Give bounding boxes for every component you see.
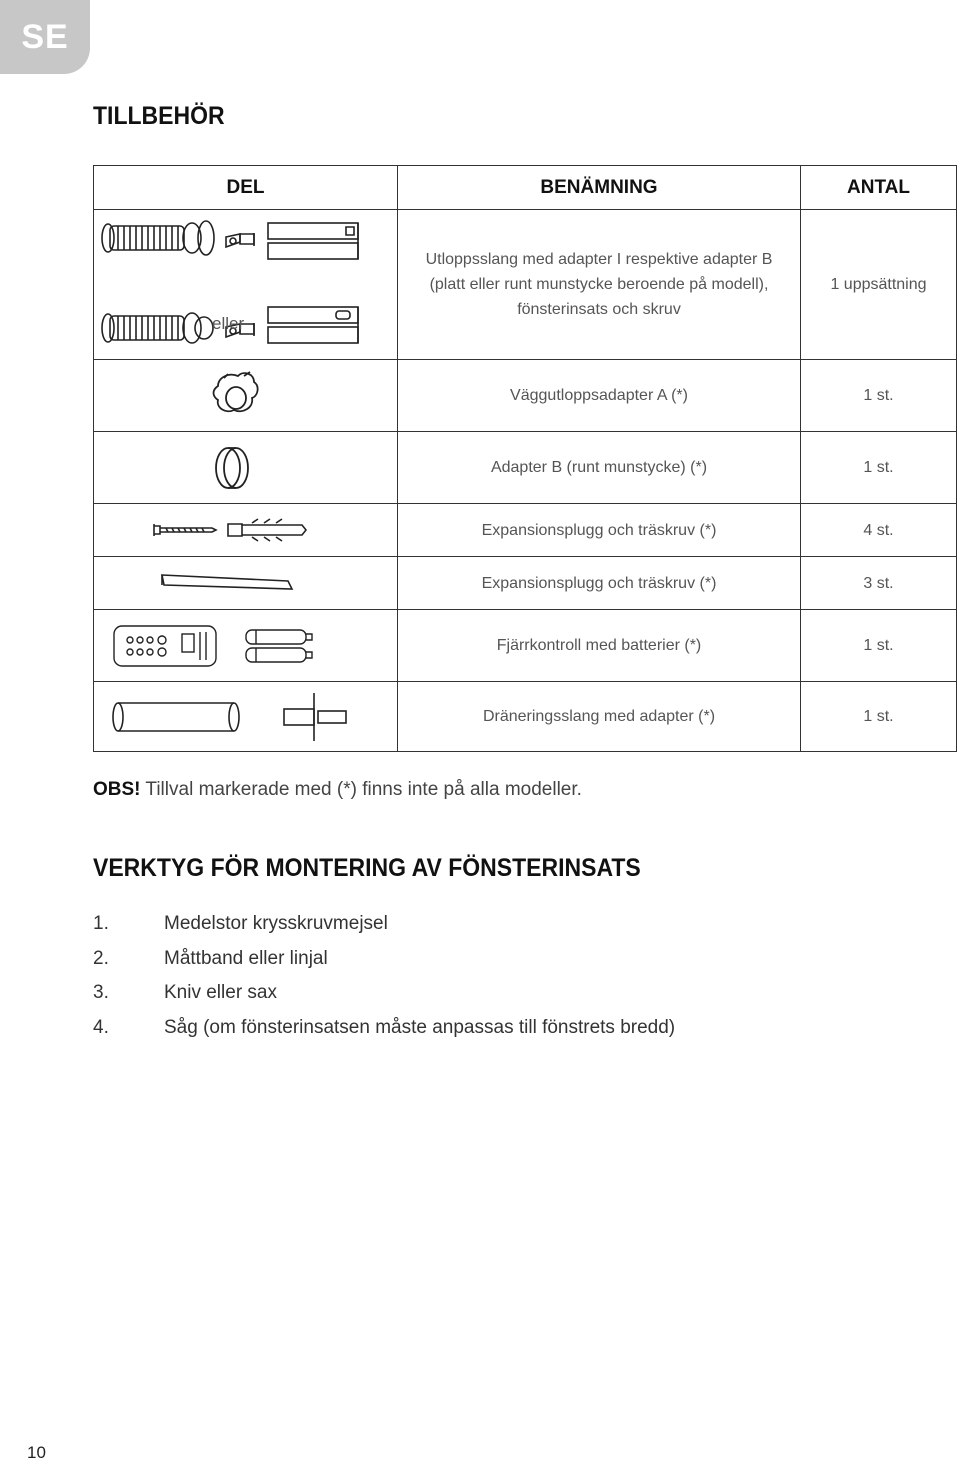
column-header-part: DEL [94,166,398,210]
tools-title: VERKTYG FÖR MONTERING AV FÖNSTERINSATS [93,854,641,882]
accessories-title: TILLBEHÖR [93,102,225,130]
part-plug-and-screw [94,504,398,557]
row-name: Fjärrkontroll med batterier (*) [398,610,801,682]
table-row [94,504,957,557]
part-strip [94,557,398,610]
row-name: Expansionsplugg och träskruv (*) [398,504,801,557]
table-row [94,432,957,504]
table-row [94,360,957,432]
row-qty: 1 uppsättning [801,210,957,360]
item-number: 4. [93,1016,109,1038]
item-number: 3. [93,982,109,1003]
row-qty: 1 st. [801,682,957,752]
list-item [93,948,675,983]
accessories-table [93,165,957,752]
screw-and-plug-icon [96,510,396,550]
note-text: Tillval markerade med (*) finns inte på alla modeller. [140,779,582,800]
row-qty: 1 st. [801,432,957,504]
wall-adapter-icon [96,366,396,426]
foam-strip-icon [96,563,396,603]
row-name: Adapter B (runt munstycke) (*) [398,432,801,504]
row-qty: 1 st. [801,360,957,432]
table-header-row [94,166,957,210]
tools-list [93,913,675,1051]
table-row [94,557,957,610]
round-adapter-icon [96,438,396,498]
item-number: 2. [93,947,109,969]
list-item [93,982,675,1017]
part-wall-adapter [94,360,398,432]
table-row [94,610,957,682]
row-qty: 3 st. [801,557,957,610]
row-name: Expansionsplugg och träskruv (*) [398,557,801,610]
row-name: Dräneringsslang med adapter (*) [398,682,801,752]
item-text: Måttband eller linjal [164,947,328,969]
row-name: Utloppsslang med adapter I respektive adapter B (platt eller runt munstycke beroende på modell), fönsterinsats och skruv [398,210,801,360]
part-exhaust-hose-kit [94,210,398,360]
part-round-adapter [94,432,398,504]
language-tab: SE [0,0,90,74]
row-qty: 4 st. [801,504,957,557]
table-row [94,682,957,752]
note [93,779,582,801]
list-item [93,1017,675,1052]
item-number: 1. [93,913,109,934]
table-row [94,210,957,360]
remote-control-icon [96,616,396,676]
column-header-qty: ANTAL [801,166,957,210]
item-text: Kniv eller sax [164,982,277,1003]
list-item [93,913,675,948]
exhaust-hose-kit-icon [96,211,396,359]
part-remote [94,610,398,682]
part-or-label: eller [212,314,245,333]
row-name: Väggutloppsadapter A (*) [398,360,801,432]
note-label: OBS! [93,779,141,800]
item-text: Såg (om fönsterinsatsen måste anpassas till fönstrets bredd) [164,1016,676,1038]
part-drain-hose [94,682,398,752]
row-qty: 1 st. [801,610,957,682]
page-number: 10 [27,1443,46,1462]
drain-hose-icon [96,687,396,747]
item-text: Medelstor krysskruvmejsel [164,913,388,934]
column-header-name: BENÄMNING [398,166,801,210]
